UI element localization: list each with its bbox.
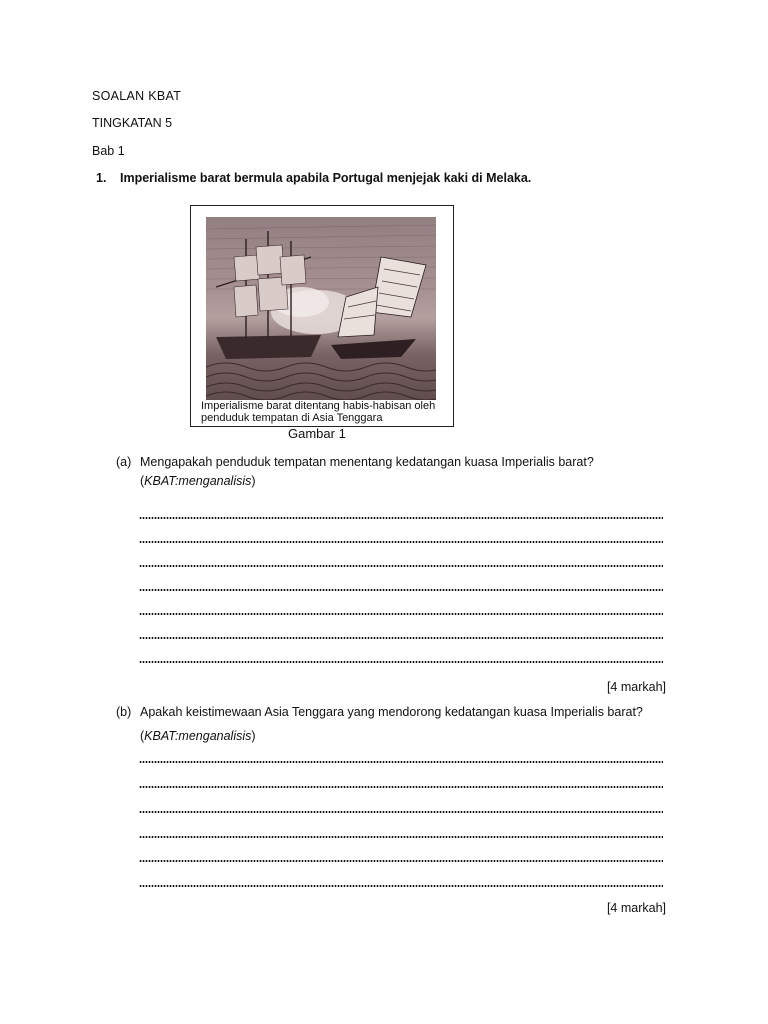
form-level: TINGKATAN 5: [92, 116, 173, 130]
answer-line[interactable]: [139, 589, 663, 591]
figure-title: Gambar 1: [288, 426, 346, 441]
answer-line[interactable]: [139, 517, 663, 519]
answer-line[interactable]: [139, 761, 663, 763]
part-b-marks: [4 markah]: [606, 901, 666, 915]
figure-caption-line1: Imperialisme barat ditentang habis-habisan oleh: [201, 400, 436, 412]
kbat-tag: KBAT:menganalisis: [144, 474, 252, 488]
answer-line[interactable]: [139, 786, 663, 788]
part-b-question: Apakah keistimewaan Asia Tenggara yang mendorong kedatangan kuasa Imperialis barat?: [140, 705, 643, 719]
question-number: 1.: [96, 171, 107, 185]
kbat-tag: KBAT:menganalisis: [144, 729, 252, 743]
part-b-kbat: [140, 729, 256, 743]
answer-line[interactable]: [139, 860, 663, 862]
figure-frame: [190, 205, 454, 427]
kbat-open: (: [140, 474, 145, 488]
answer-line[interactable]: [139, 885, 663, 887]
question-text: Imperialisme barat bermula apabila Portugal menjejak kaki di Melaka.: [120, 171, 532, 185]
answer-line[interactable]: [139, 836, 663, 838]
chapter-label: Bab 1: [92, 144, 125, 158]
answer-line[interactable]: [139, 541, 663, 543]
kbat-open: (: [140, 729, 145, 743]
part-b-label: (b): [116, 705, 132, 719]
part-a-kbat: [140, 474, 256, 488]
answer-line[interactable]: [139, 565, 663, 567]
kbat-close: ): [251, 474, 256, 488]
answer-line[interactable]: [139, 811, 663, 813]
figure-caption-line2: penduduk tempatan di Asia Tenggara: [201, 412, 383, 424]
answer-line[interactable]: [139, 613, 663, 615]
answer-line[interactable]: [139, 637, 663, 639]
naval-battle-image: [206, 217, 436, 400]
part-a-question: Mengapakah penduduk tempatan menentang kedatangan kuasa Imperialis barat?: [140, 455, 594, 469]
part-a-marks: [4 markah]: [606, 680, 666, 694]
part-a-label: (a): [116, 455, 132, 469]
kbat-close: ): [251, 729, 256, 743]
worksheet-title: SOALAN KBAT: [92, 89, 182, 103]
answer-line[interactable]: [139, 661, 663, 663]
